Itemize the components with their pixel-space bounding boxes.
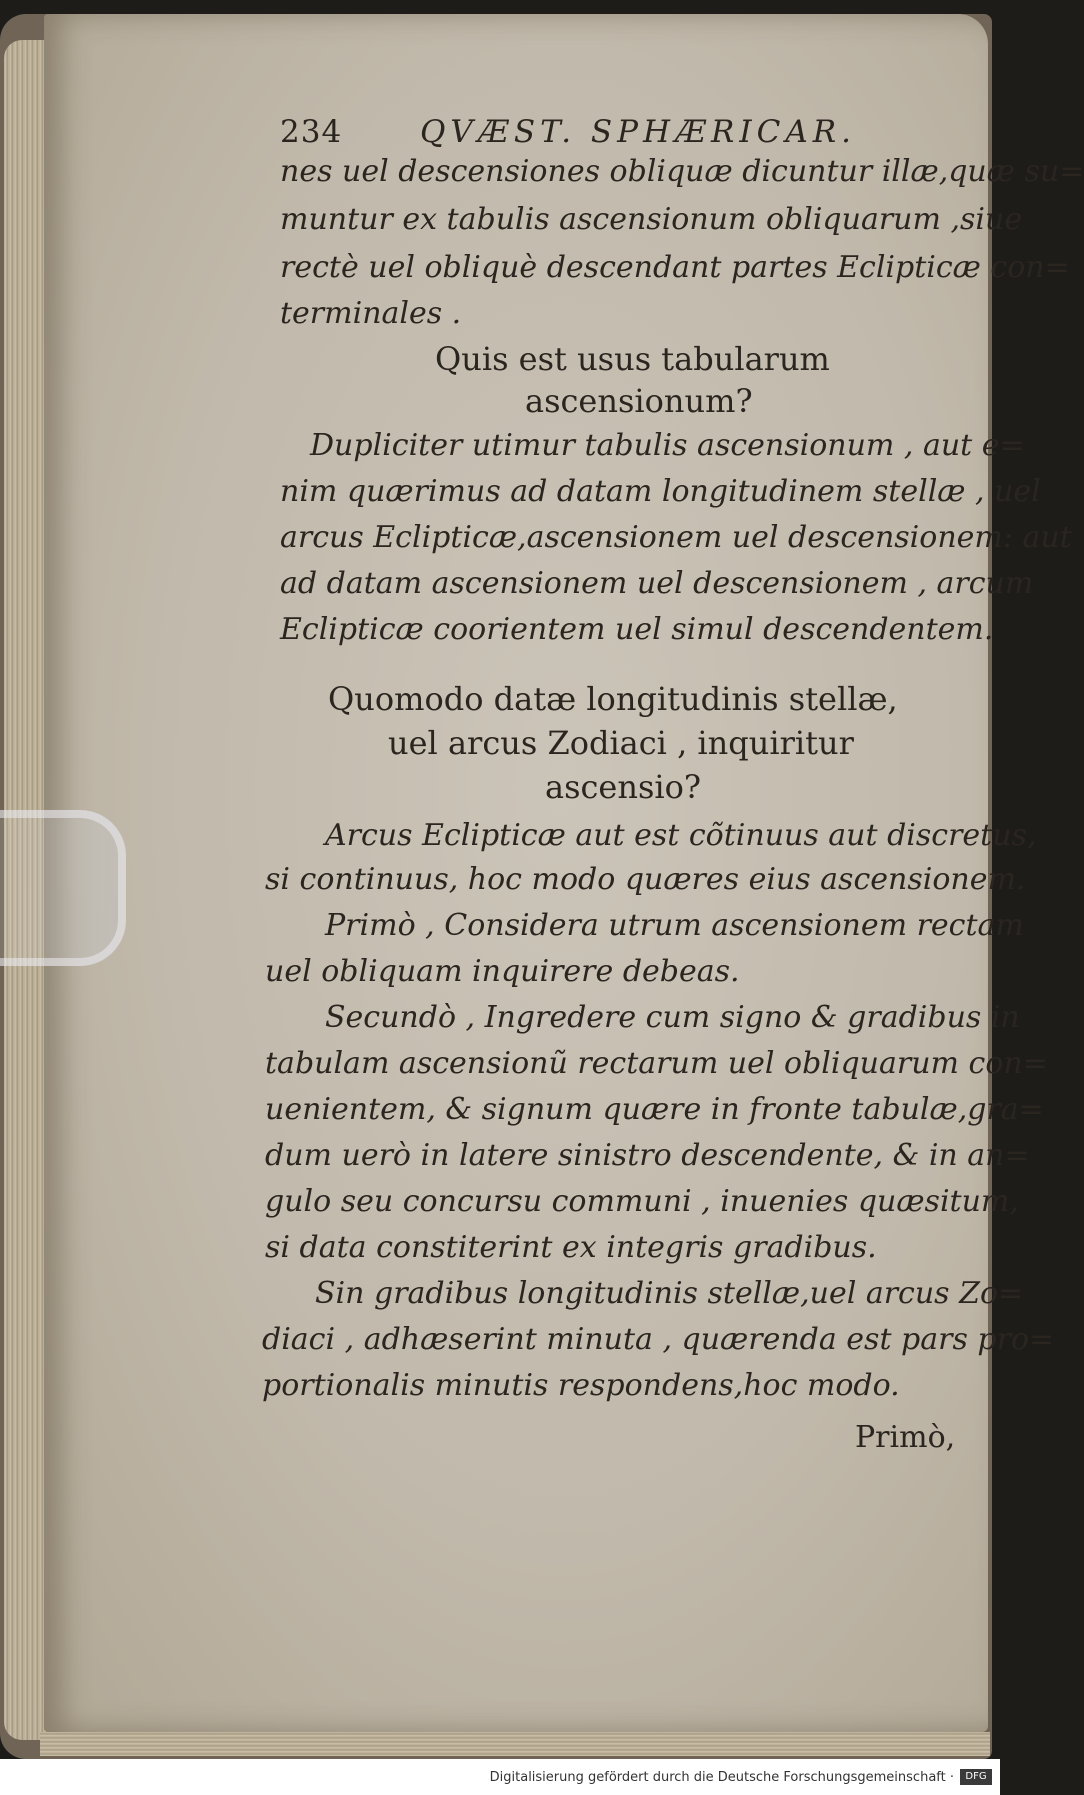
paragraph-6-line-3: portionalis minutis respondens,hoc modo. [262,1368,900,1403]
paragraph-5-line-3: uenientem, & signum quære in fronte tabulæ,gra= [265,1092,1044,1127]
paragraph-2-line-4: ad datam ascensionem uel descensionem , arcum [280,566,1034,601]
paragraph-6-line-1: Sin gradibus longitudinis stellæ,uel arcus Zo= [315,1276,1024,1311]
paragraph-5-line-6: si data constiterint ex integris gradibus. [265,1230,877,1265]
paragraph-5-line-5: gulo seu concursu communi , inuenies quæsitum, [265,1184,1019,1219]
paragraph-1-line-4: terminales . [280,296,462,331]
heading-2-line-3: ascensio? [545,768,702,806]
paragraph-3-line-2: si continuus, hoc modo quæres eius ascensionem. [265,862,1026,897]
dfg-logo: DFG [960,1769,992,1785]
paragraph-4-line-2: uel obliquam inquirere debeas. [265,954,740,989]
paragraph-4-line-1: Primò , Considera utrum ascensionem rectam [325,908,1024,943]
paragraph-2-line-3: arcus Eclipticæ,ascensionem uel descensionem: aut [280,520,1072,555]
heading-2-line-1: Quomodo datæ longitudinis stellæ, [328,680,898,718]
paragraph-2-line-1: Dupliciter utimur tabulis ascensionum , aut e= [310,428,1025,463]
heading-1-line-2: ascensionum? [525,382,753,420]
paragraph-3-line-1: Arcus Eclipticæ aut est cõtinuus aut discretus, [325,818,1037,853]
paragraph-1-line-1: nes uel descensiones obliquæ dicuntur illæ,quæ su= [280,154,1084,189]
paragraph-5-line-1: Secundò , Ingredere cum signo & gradibus in [325,1000,1020,1035]
heading-1-line-1: Quis est usus tabularum [435,340,830,378]
page-clip [0,810,126,966]
paragraph-1-line-3: rectè uel obliquè descendant partes Eclipticæ con= [280,250,1070,285]
digitization-credit: Digitalisierung gefördert durch die Deutsche Forschungsgemeinschaft · [489,1770,954,1785]
paragraph-5-line-2: tabulam ascensionũ rectarum uel obliquarum con= [265,1046,1048,1081]
paragraph-1-line-2: muntur ex tabulis ascensionum obliquarum ,siue [280,202,1023,237]
paragraph-2-line-2: nim quærimus ad datam longitudinem stellæ , uel [280,474,1041,509]
heading-2-line-2: uel arcus Zodiaci , inquiritur [388,724,854,762]
page-number: 234 [280,114,343,150]
running-title: QVÆST. SPHÆRICAR. [420,114,856,150]
paragraph-5-line-4: dum uerò in latere sinistro descendente, & in an= [265,1138,1030,1173]
paragraph-2-line-5: Eclipticæ coorientem uel simul descendentem. [280,612,994,647]
paragraph-6-line-2: diaci , adhæserint minuta , quærenda est pars pro= [262,1322,1055,1357]
bottom-page-edges [40,1732,990,1756]
catchword: Primò, [855,1420,956,1455]
footer-bar [0,1759,1000,1795]
